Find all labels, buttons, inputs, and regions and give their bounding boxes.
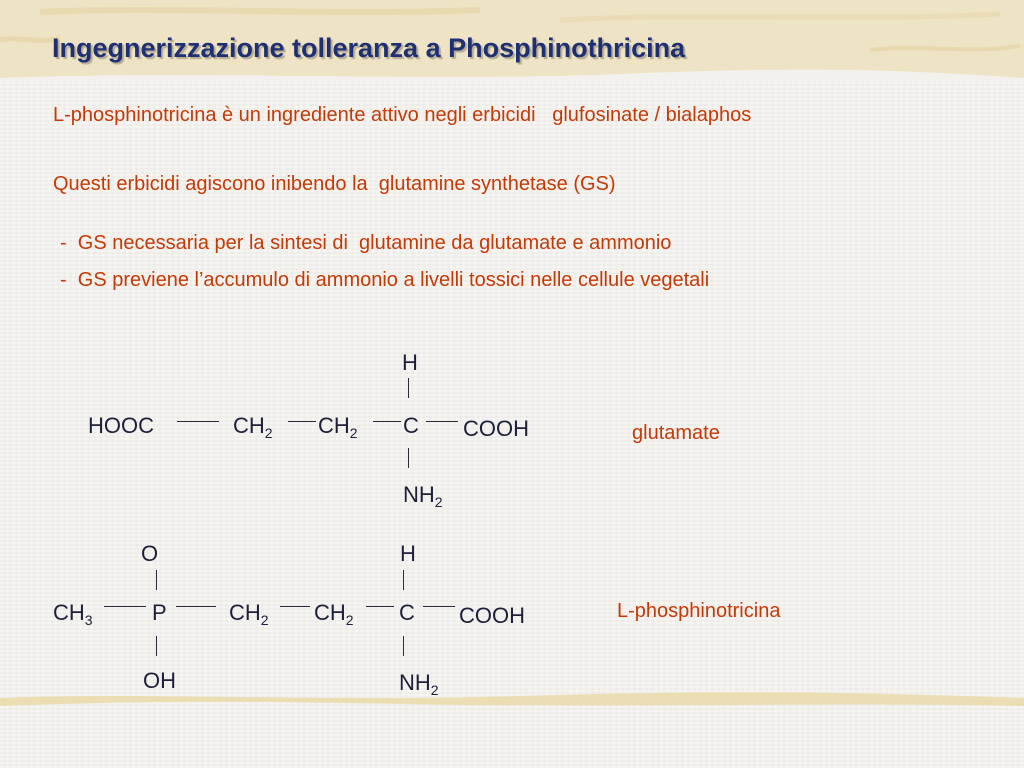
glutamate-hooc: HOOC (88, 413, 154, 438)
header-band (0, 0, 1024, 82)
glutamate-bond-4 (426, 421, 458, 422)
ppt-bond-5 (423, 606, 455, 607)
ppt-c-h-bond (403, 570, 404, 590)
ppt-c-n-bond (403, 636, 404, 656)
glutamate-ch2-b: $CH_2$ (318, 413, 358, 441)
glutamate-bond-3 (373, 421, 401, 422)
ppt-bond-4 (366, 606, 394, 607)
ppt-c-atom: C (399, 600, 415, 625)
ppt-bond-3 (280, 606, 310, 607)
ppt-ch3: $CH_3$ (53, 600, 93, 628)
ppt-ch2-a: $CH_2$ (229, 600, 269, 628)
phosphinotricina-label: L-phosphinotricina (617, 600, 781, 622)
glutamate-bond-1 (177, 421, 219, 422)
ppt-ch2-b: $CH_2$ (314, 600, 354, 628)
glutamate-ch2-a: $CH_2$ (233, 413, 273, 441)
glutamate-label: glutamate (632, 422, 720, 444)
bullet-gs-ammonium: - GS previene l’accumulo di ammonio a livelli tossici nelle cellule vegetali (60, 269, 710, 291)
ppt-p-atom: P (152, 600, 167, 625)
glutamate-cooh: COOH (463, 416, 529, 441)
ppt-p-oh-bond (156, 636, 157, 656)
ppt-o-atom: O (141, 541, 159, 566)
glutamate-nh2: $NH_2$ (403, 482, 443, 510)
mechanism-line: Questi erbicidi agiscono inibendo la glutamine synthetase (GS) (53, 173, 616, 195)
glutamate-c-n-bond (408, 448, 409, 468)
glutamate-h-atom: H (402, 350, 418, 375)
ppt-h-atom: H (400, 541, 416, 566)
ppt-bond-1 (104, 606, 146, 607)
slide-title: Ingegnerizzazione tolleranza a Phosphinothricina (52, 33, 686, 63)
ppt-p-o-bond (156, 570, 157, 590)
intro-line: L-phosphinotricina è un ingrediente attivo negli erbicidi glufosinate / bialaphos (53, 104, 752, 126)
ppt-bond-2 (176, 606, 216, 607)
ppt-nh2: $NH_2$ (399, 670, 439, 698)
bullet-gs-synthesis: - GS necessaria per la sintesi di glutamine da glutamate e ammonio (60, 232, 672, 254)
ppt-cooh: COOH (459, 603, 525, 628)
glutamate-c-h-bond (408, 378, 409, 398)
ppt-oh: OH (143, 668, 176, 693)
glutamate-bond-2 (288, 421, 316, 422)
glutamate-c-atom: C (403, 413, 419, 438)
